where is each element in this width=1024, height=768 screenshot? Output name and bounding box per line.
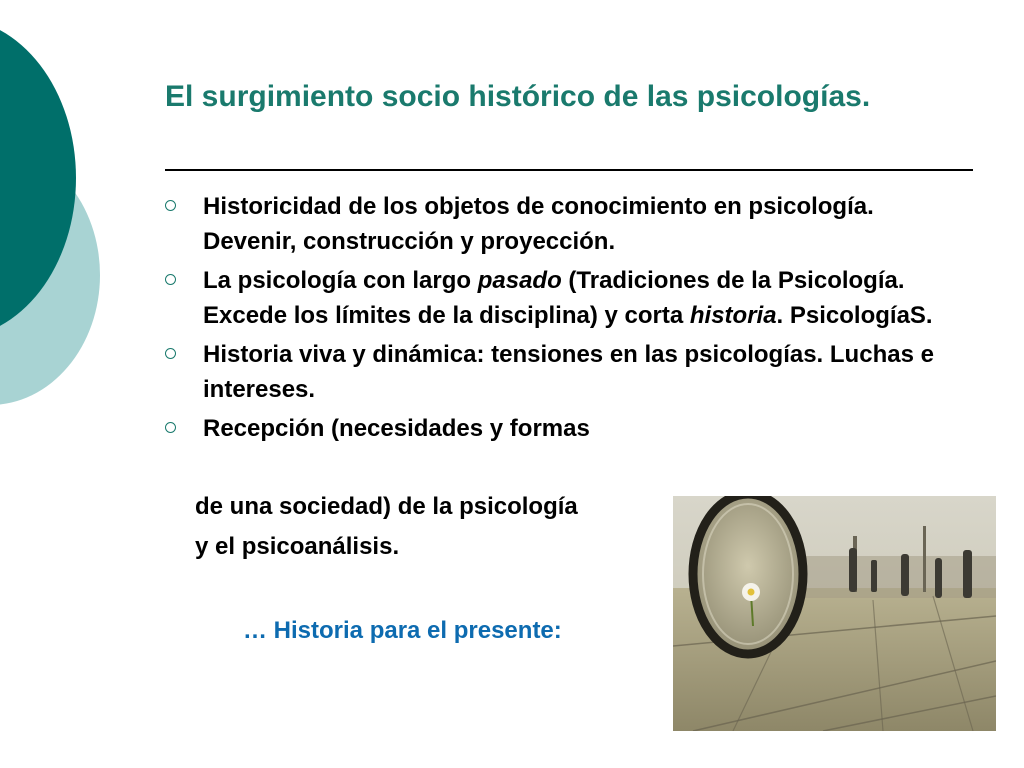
- bullet-circle-icon: [165, 422, 176, 433]
- closing-line: … Historia para el presente:: [243, 617, 562, 644]
- bullet-continuation: [195, 487, 578, 567]
- continuation-line: y el psicoanálisis.: [195, 533, 400, 560]
- bullet-text-start: La psicología con largo: [203, 267, 478, 294]
- photo-illustration: [673, 496, 996, 731]
- bullet-text: Recepción (necesidades y formas: [203, 415, 590, 442]
- bullet-text-end: . PsicologíaS.: [776, 302, 933, 329]
- title-divider: [165, 169, 973, 171]
- bullet-list: [165, 189, 965, 450]
- bullet-item: [165, 337, 965, 407]
- bullet-text: Historia viva y dinámica: tensiones en las psicologías. Luchas e intereses.: [203, 341, 934, 403]
- continuation-line: de una sociedad) de la psicología: [195, 493, 578, 520]
- slide-title: El surgimiento socio histórico de las psicologías.: [165, 80, 871, 113]
- bullet-emphasis-historia: historia: [689, 302, 777, 329]
- bullet-item: [165, 189, 965, 259]
- bullet-circle-icon: [165, 348, 176, 359]
- bullet-item: [165, 263, 965, 333]
- bullet-circle-icon: [165, 274, 176, 285]
- bullet-text: Historicidad de los objetos de conocimiento en psicología. Devenir, construcción y proyección.: [203, 193, 874, 255]
- bullet-emphasis-pasado: pasado: [477, 267, 562, 294]
- bullet-circle-icon: [165, 200, 176, 211]
- bullet-text-middle: (Tradiciones de la Psicología. Excede los límites de la disciplina) y corta: [203, 267, 905, 329]
- bullet-item: [165, 411, 965, 446]
- magnifying-glass-photo: [673, 496, 996, 731]
